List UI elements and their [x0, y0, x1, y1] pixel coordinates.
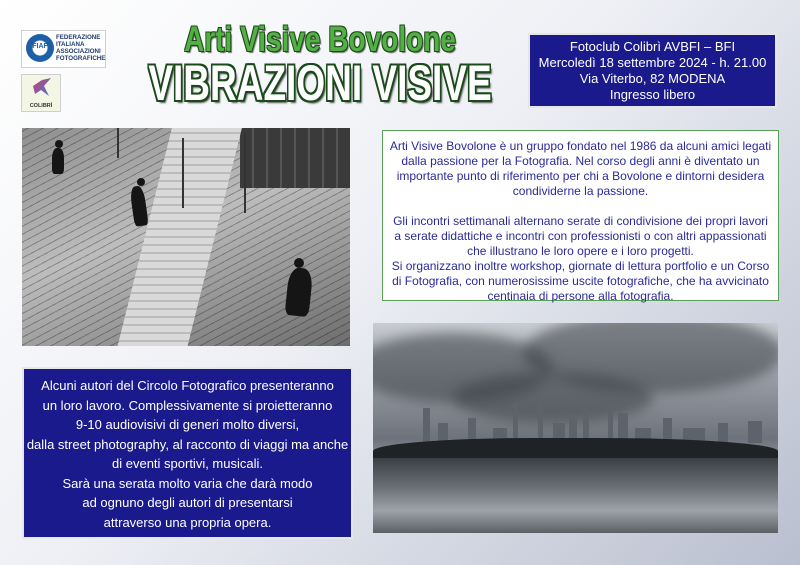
fiaf-logo: [21, 30, 106, 68]
fiaf-mark: FIAF: [32, 43, 48, 50]
program-line: attraverso una propria opera.: [103, 514, 272, 530]
program-line: ad ognuno degli autori di presentarsi: [82, 495, 293, 510]
city-skyline-photo: [373, 323, 778, 533]
club-name-heading: Arti Visive Bovolone: [184, 20, 456, 59]
program-line: di eventi sportivi, musicali.: [112, 456, 263, 471]
event-title: VIBRAZIONI VISIVE: [148, 55, 492, 111]
colibri-logo-label: COLIBRÌ: [29, 103, 53, 109]
program-line: Alcuni autori del Circolo Fotografico presenteranno: [41, 378, 334, 393]
event-date: Mercoledì 18 settembre 2024 - h. 21.00: [538, 55, 767, 70]
about-club-text-box: [382, 130, 779, 301]
event-address: Via Viterbo, 82 MODENA: [579, 71, 726, 86]
program-line: dalla street photography, al racconto di viaggi ma anche: [26, 436, 349, 452]
event-info-box: [528, 33, 777, 108]
street-stairs-photo: [22, 128, 350, 346]
program-line: un loro lavoro. Complessivamente si proietteranno: [42, 397, 333, 413]
fiaf-logo-text: FEDERAZIONE ITALIANA ASSOCIAZIONI FOTOGRAFICHE: [56, 34, 106, 62]
event-host: Fotoclub Colibrì AVBFI – BFI: [569, 39, 736, 54]
hummingbird-icon: [31, 78, 51, 98]
program-description-box: [22, 367, 353, 539]
program-line: 9-10 audiovisivi di generi molto diversi,: [75, 417, 300, 432]
about-paragraph-workshops: Si organizzano inoltre workshop, giornate di lettura portfolio e un Corso di Fotografia, con numerosissime uscite fotografiche, che ha avvicinato centinaia di persone alla fotografia.: [391, 259, 770, 303]
about-paragraph-history: Arti Visive Bovolone è un gruppo fondato nel 1986 da alcuni amici legati dalla passione per la Fotografia. Nel corso degli anni è diventato un importante punto di riferimento per chi a Bovolone e dintorni desidera condividerne la passione.: [389, 139, 772, 198]
about-paragraph-meetings: Gli incontri settimanali alternano serate di condivisione dei propri lavori a serate didattiche e incontri con professionisti o con altri appassionati che illustrano le loro opere e i loro progetti.: [393, 214, 768, 258]
program-line: Sarà una serata molto varia che darà modo: [62, 475, 313, 491]
colibri-logo: [21, 74, 61, 112]
event-admission: Ingresso libero: [609, 87, 696, 102]
fiaf-emblem-icon: [26, 34, 54, 62]
